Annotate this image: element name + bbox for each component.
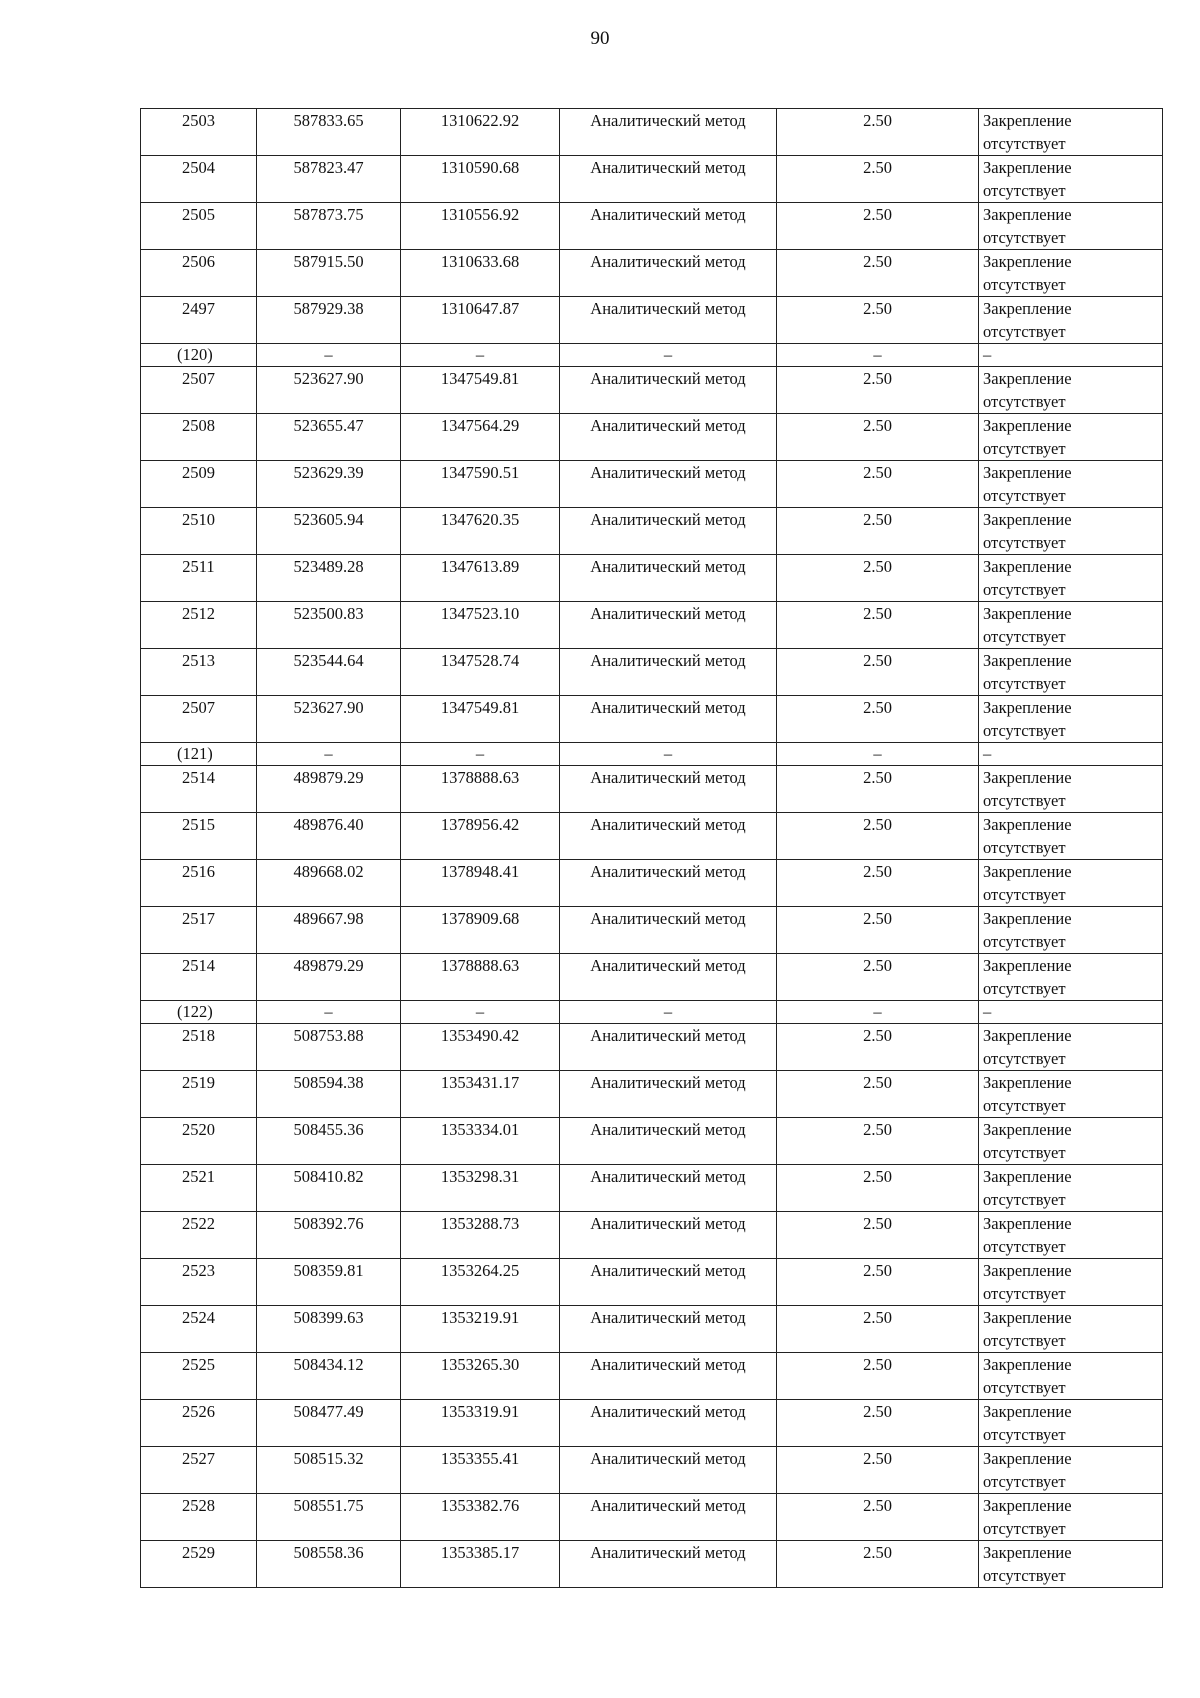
accuracy-cell: 2.50 — [777, 555, 979, 602]
table-row — [141, 461, 1163, 508]
point-number-cell: 2524 — [141, 1306, 257, 1353]
fixing-description-cell: Закрепление отсутствует — [979, 696, 1163, 743]
method-cell: – — [560, 743, 777, 766]
y-coordinate-cell: 1347564.29 — [401, 414, 560, 461]
accuracy-cell: 2.50 — [777, 461, 979, 508]
accuracy-cell: 2.50 — [777, 1118, 979, 1165]
fixing-description-cell: Закрепление отсутствует — [979, 813, 1163, 860]
table-row — [141, 602, 1163, 649]
method-cell: Аналитический метод — [560, 1400, 777, 1447]
method-cell: Аналитический метод — [560, 602, 777, 649]
method-cell: Аналитический метод — [560, 1024, 777, 1071]
y-coordinate-cell: 1378956.42 — [401, 813, 560, 860]
accuracy-cell: 2.50 — [777, 297, 979, 344]
point-number-cell: 2511 — [141, 555, 257, 602]
fixing-description-cell: Закрепление отсутствует — [979, 1494, 1163, 1541]
fixing-description-cell: Закрепление отсутствует — [979, 1306, 1163, 1353]
y-coordinate-cell: 1353288.73 — [401, 1212, 560, 1259]
accuracy-cell: 2.50 — [777, 1353, 979, 1400]
contour-separator-row — [141, 344, 1163, 367]
y-coordinate-cell: 1353265.30 — [401, 1353, 560, 1400]
x-coordinate-cell: – — [257, 1001, 401, 1024]
fixing-description-cell: Закрепление отсутствует — [979, 555, 1163, 602]
y-coordinate-cell: – — [401, 743, 560, 766]
y-coordinate-cell: 1347549.81 — [401, 696, 560, 743]
table-row — [141, 1212, 1163, 1259]
fixing-description-cell: Закрепление отсутствует — [979, 250, 1163, 297]
accuracy-cell: 2.50 — [777, 1071, 979, 1118]
table-row — [141, 1541, 1163, 1588]
accuracy-cell: – — [777, 1001, 979, 1024]
y-coordinate-cell: 1347590.51 — [401, 461, 560, 508]
y-coordinate-cell: 1353298.31 — [401, 1165, 560, 1212]
accuracy-cell: 2.50 — [777, 696, 979, 743]
accuracy-cell: 2.50 — [777, 414, 979, 461]
method-cell: Аналитический метод — [560, 907, 777, 954]
point-number-cell: 2509 — [141, 461, 257, 508]
y-coordinate-cell: 1310556.92 — [401, 203, 560, 250]
table-row — [141, 1447, 1163, 1494]
fixing-description-cell: Закрепление отсутствует — [979, 1259, 1163, 1306]
table-row — [141, 555, 1163, 602]
table-row — [141, 1400, 1163, 1447]
y-coordinate-cell: 1347549.81 — [401, 367, 560, 414]
point-number-cell: 2523 — [141, 1259, 257, 1306]
accuracy-cell: 2.50 — [777, 1494, 979, 1541]
method-cell: – — [560, 1001, 777, 1024]
accuracy-cell: 2.50 — [777, 1259, 979, 1306]
table-row — [141, 1118, 1163, 1165]
point-number-cell: 2510 — [141, 508, 257, 555]
method-cell: Аналитический метод — [560, 1212, 777, 1259]
y-coordinate-cell: – — [401, 344, 560, 367]
y-coordinate-cell: 1353264.25 — [401, 1259, 560, 1306]
point-number-cell: 2506 — [141, 250, 257, 297]
x-coordinate-cell: 587915.50 — [257, 250, 401, 297]
x-coordinate-cell: 489668.02 — [257, 860, 401, 907]
table-row — [141, 954, 1163, 1001]
fixing-description-cell: Закрепление отсутствует — [979, 1541, 1163, 1588]
accuracy-cell: 2.50 — [777, 602, 979, 649]
method-cell: Аналитический метод — [560, 297, 777, 344]
point-number-cell: 2529 — [141, 1541, 257, 1588]
point-number-cell: 2513 — [141, 649, 257, 696]
x-coordinate-cell: 523627.90 — [257, 367, 401, 414]
method-cell: Аналитический метод — [560, 109, 777, 156]
y-coordinate-cell: 1353385.17 — [401, 1541, 560, 1588]
y-coordinate-cell: 1378888.63 — [401, 954, 560, 1001]
x-coordinate-cell: 587873.75 — [257, 203, 401, 250]
x-coordinate-cell: 508558.36 — [257, 1541, 401, 1588]
point-number-cell: 2515 — [141, 813, 257, 860]
x-coordinate-cell: – — [257, 344, 401, 367]
y-coordinate-cell: 1347620.35 — [401, 508, 560, 555]
y-coordinate-cell: 1378888.63 — [401, 766, 560, 813]
fixing-description-cell: Закрепление отсутствует — [979, 860, 1163, 907]
table-row — [141, 156, 1163, 203]
method-cell: Аналитический метод — [560, 250, 777, 297]
x-coordinate-cell: 508455.36 — [257, 1118, 401, 1165]
y-coordinate-cell: 1353431.17 — [401, 1071, 560, 1118]
fixing-description-cell: Закрепление отсутствует — [979, 203, 1163, 250]
fixing-description-cell: Закрепление отсутствует — [979, 508, 1163, 555]
x-coordinate-cell: 587929.38 — [257, 297, 401, 344]
accuracy-cell: 2.50 — [777, 954, 979, 1001]
method-cell: Аналитический метод — [560, 1306, 777, 1353]
table-row — [141, 1259, 1163, 1306]
point-number-cell: 2516 — [141, 860, 257, 907]
method-cell: Аналитический метод — [560, 649, 777, 696]
x-coordinate-cell: 508392.76 — [257, 1212, 401, 1259]
method-cell: Аналитический метод — [560, 1541, 777, 1588]
table-row — [141, 1494, 1163, 1541]
y-coordinate-cell: – — [401, 1001, 560, 1024]
method-cell: Аналитический метод — [560, 1071, 777, 1118]
point-number-cell: 2520 — [141, 1118, 257, 1165]
point-number-cell: 2514 — [141, 954, 257, 1001]
table-row — [141, 297, 1163, 344]
fixing-description-cell: Закрепление отсутствует — [979, 907, 1163, 954]
fixing-description-cell: Закрепление отсутствует — [979, 1118, 1163, 1165]
accuracy-cell: 2.50 — [777, 1400, 979, 1447]
method-cell: – — [560, 344, 777, 367]
accuracy-cell: 2.50 — [777, 1447, 979, 1494]
x-coordinate-cell: 587833.65 — [257, 109, 401, 156]
point-number-cell: 2504 — [141, 156, 257, 203]
x-coordinate-cell: 508753.88 — [257, 1024, 401, 1071]
fixing-description-cell: Закрепление отсутствует — [979, 954, 1163, 1001]
method-cell: Аналитический метод — [560, 860, 777, 907]
method-cell: Аналитический метод — [560, 156, 777, 203]
fixing-description-cell: – — [979, 743, 1163, 766]
table-row — [141, 649, 1163, 696]
table-row — [141, 1071, 1163, 1118]
x-coordinate-cell: 508477.49 — [257, 1400, 401, 1447]
fixing-description-cell: Закрепление отсутствует — [979, 602, 1163, 649]
point-number-cell: 2519 — [141, 1071, 257, 1118]
x-coordinate-cell: 508410.82 — [257, 1165, 401, 1212]
coordinates-table — [140, 108, 1163, 1588]
x-coordinate-cell: 523605.94 — [257, 508, 401, 555]
point-number-cell: (122) — [141, 1001, 257, 1024]
x-coordinate-cell: 587823.47 — [257, 156, 401, 203]
contour-separator-row — [141, 1001, 1163, 1024]
x-coordinate-cell: 523489.28 — [257, 555, 401, 602]
fixing-description-cell: Закрепление отсутствует — [979, 649, 1163, 696]
accuracy-cell: 2.50 — [777, 649, 979, 696]
fixing-description-cell: – — [979, 344, 1163, 367]
x-coordinate-cell: 489876.40 — [257, 813, 401, 860]
x-coordinate-cell: 489879.29 — [257, 954, 401, 1001]
method-cell: Аналитический метод — [560, 203, 777, 250]
accuracy-cell: 2.50 — [777, 1165, 979, 1212]
table-row — [141, 766, 1163, 813]
fixing-description-cell: Закрепление отсутствует — [979, 461, 1163, 508]
accuracy-cell: 2.50 — [777, 907, 979, 954]
accuracy-cell: 2.50 — [777, 860, 979, 907]
table-row — [141, 109, 1163, 156]
point-number-cell: 2507 — [141, 696, 257, 743]
point-number-cell: 2503 — [141, 109, 257, 156]
x-coordinate-cell: 508594.38 — [257, 1071, 401, 1118]
y-coordinate-cell: 1310633.68 — [401, 250, 560, 297]
point-number-cell: 2497 — [141, 297, 257, 344]
y-coordinate-cell: 1353219.91 — [401, 1306, 560, 1353]
point-number-cell: 2508 — [141, 414, 257, 461]
point-number-cell: 2507 — [141, 367, 257, 414]
accuracy-cell: 2.50 — [777, 1306, 979, 1353]
fixing-description-cell: Закрепление отсутствует — [979, 766, 1163, 813]
point-number-cell: 2514 — [141, 766, 257, 813]
method-cell: Аналитический метод — [560, 367, 777, 414]
fixing-description-cell: – — [979, 1001, 1163, 1024]
method-cell: Аналитический метод — [560, 461, 777, 508]
y-coordinate-cell: 1378909.68 — [401, 907, 560, 954]
point-number-cell: 2505 — [141, 203, 257, 250]
method-cell: Аналитический метод — [560, 1259, 777, 1306]
y-coordinate-cell: 1353355.41 — [401, 1447, 560, 1494]
x-coordinate-cell: 523627.90 — [257, 696, 401, 743]
y-coordinate-cell: 1378948.41 — [401, 860, 560, 907]
y-coordinate-cell: 1353490.42 — [401, 1024, 560, 1071]
point-number-cell: 2526 — [141, 1400, 257, 1447]
x-coordinate-cell: 508515.32 — [257, 1447, 401, 1494]
contour-separator-row — [141, 743, 1163, 766]
x-coordinate-cell: 508551.75 — [257, 1494, 401, 1541]
table-row — [141, 696, 1163, 743]
fixing-description-cell: Закрепление отсутствует — [979, 297, 1163, 344]
accuracy-cell: 2.50 — [777, 1024, 979, 1071]
accuracy-cell: – — [777, 344, 979, 367]
point-number-cell: 2528 — [141, 1494, 257, 1541]
accuracy-cell: 2.50 — [777, 156, 979, 203]
point-number-cell: 2512 — [141, 602, 257, 649]
point-number-cell: (120) — [141, 344, 257, 367]
fixing-description-cell: Закрепление отсутствует — [979, 1447, 1163, 1494]
x-coordinate-cell: – — [257, 743, 401, 766]
point-number-cell: 2525 — [141, 1353, 257, 1400]
point-number-cell: 2522 — [141, 1212, 257, 1259]
table-row — [141, 1024, 1163, 1071]
y-coordinate-cell: 1347528.74 — [401, 649, 560, 696]
y-coordinate-cell: 1353319.91 — [401, 1400, 560, 1447]
fixing-description-cell: Закрепление отсутствует — [979, 1165, 1163, 1212]
x-coordinate-cell: 489667.98 — [257, 907, 401, 954]
method-cell: Аналитический метод — [560, 508, 777, 555]
table-row — [141, 203, 1163, 250]
table-row — [141, 414, 1163, 461]
accuracy-cell: 2.50 — [777, 508, 979, 555]
x-coordinate-cell: 508399.63 — [257, 1306, 401, 1353]
table-row — [141, 367, 1163, 414]
accuracy-cell: 2.50 — [777, 250, 979, 297]
fixing-description-cell: Закрепление отсутствует — [979, 1212, 1163, 1259]
page-number: 90 — [590, 28, 610, 49]
x-coordinate-cell: 508359.81 — [257, 1259, 401, 1306]
method-cell: Аналитический метод — [560, 1165, 777, 1212]
coordinates-table-body — [141, 109, 1163, 1588]
method-cell: Аналитический метод — [560, 766, 777, 813]
x-coordinate-cell: 523544.64 — [257, 649, 401, 696]
y-coordinate-cell: 1347523.10 — [401, 602, 560, 649]
accuracy-cell: 2.50 — [777, 367, 979, 414]
method-cell: Аналитический метод — [560, 1118, 777, 1165]
table-row — [141, 860, 1163, 907]
method-cell: Аналитический метод — [560, 954, 777, 1001]
accuracy-cell: 2.50 — [777, 203, 979, 250]
fixing-description-cell: Закрепление отсутствует — [979, 156, 1163, 203]
y-coordinate-cell: 1310647.87 — [401, 297, 560, 344]
table-row — [141, 1165, 1163, 1212]
y-coordinate-cell: 1310590.68 — [401, 156, 560, 203]
method-cell: Аналитический метод — [560, 813, 777, 860]
x-coordinate-cell: 523629.39 — [257, 461, 401, 508]
accuracy-cell: 2.50 — [777, 766, 979, 813]
x-coordinate-cell: 523655.47 — [257, 414, 401, 461]
method-cell: Аналитический метод — [560, 1353, 777, 1400]
table-row — [141, 250, 1163, 297]
accuracy-cell: 2.50 — [777, 109, 979, 156]
point-number-cell: (121) — [141, 743, 257, 766]
x-coordinate-cell: 523500.83 — [257, 602, 401, 649]
fixing-description-cell: Закрепление отсутствует — [979, 414, 1163, 461]
point-number-cell: 2517 — [141, 907, 257, 954]
accuracy-cell: – — [777, 743, 979, 766]
y-coordinate-cell: 1347613.89 — [401, 555, 560, 602]
table-row — [141, 813, 1163, 860]
fixing-description-cell: Закрепление отсутствует — [979, 367, 1163, 414]
y-coordinate-cell: 1353382.76 — [401, 1494, 560, 1541]
accuracy-cell: 2.50 — [777, 1541, 979, 1588]
point-number-cell: 2521 — [141, 1165, 257, 1212]
accuracy-cell: 2.50 — [777, 813, 979, 860]
method-cell: Аналитический метод — [560, 696, 777, 743]
table-row — [141, 907, 1163, 954]
fixing-description-cell: Закрепление отсутствует — [979, 109, 1163, 156]
x-coordinate-cell: 489879.29 — [257, 766, 401, 813]
fixing-description-cell: Закрепление отсутствует — [979, 1353, 1163, 1400]
point-number-cell: 2527 — [141, 1447, 257, 1494]
method-cell: Аналитический метод — [560, 555, 777, 602]
fixing-description-cell: Закрепление отсутствует — [979, 1400, 1163, 1447]
method-cell: Аналитический метод — [560, 414, 777, 461]
table-row — [141, 508, 1163, 555]
accuracy-cell: 2.50 — [777, 1212, 979, 1259]
y-coordinate-cell: 1353334.01 — [401, 1118, 560, 1165]
point-number-cell: 2518 — [141, 1024, 257, 1071]
y-coordinate-cell: 1310622.92 — [401, 109, 560, 156]
fixing-description-cell: Закрепление отсутствует — [979, 1071, 1163, 1118]
table-row — [141, 1306, 1163, 1353]
table-row — [141, 1353, 1163, 1400]
method-cell: Аналитический метод — [560, 1447, 777, 1494]
x-coordinate-cell: 508434.12 — [257, 1353, 401, 1400]
fixing-description-cell: Закрепление отсутствует — [979, 1024, 1163, 1071]
method-cell: Аналитический метод — [560, 1494, 777, 1541]
